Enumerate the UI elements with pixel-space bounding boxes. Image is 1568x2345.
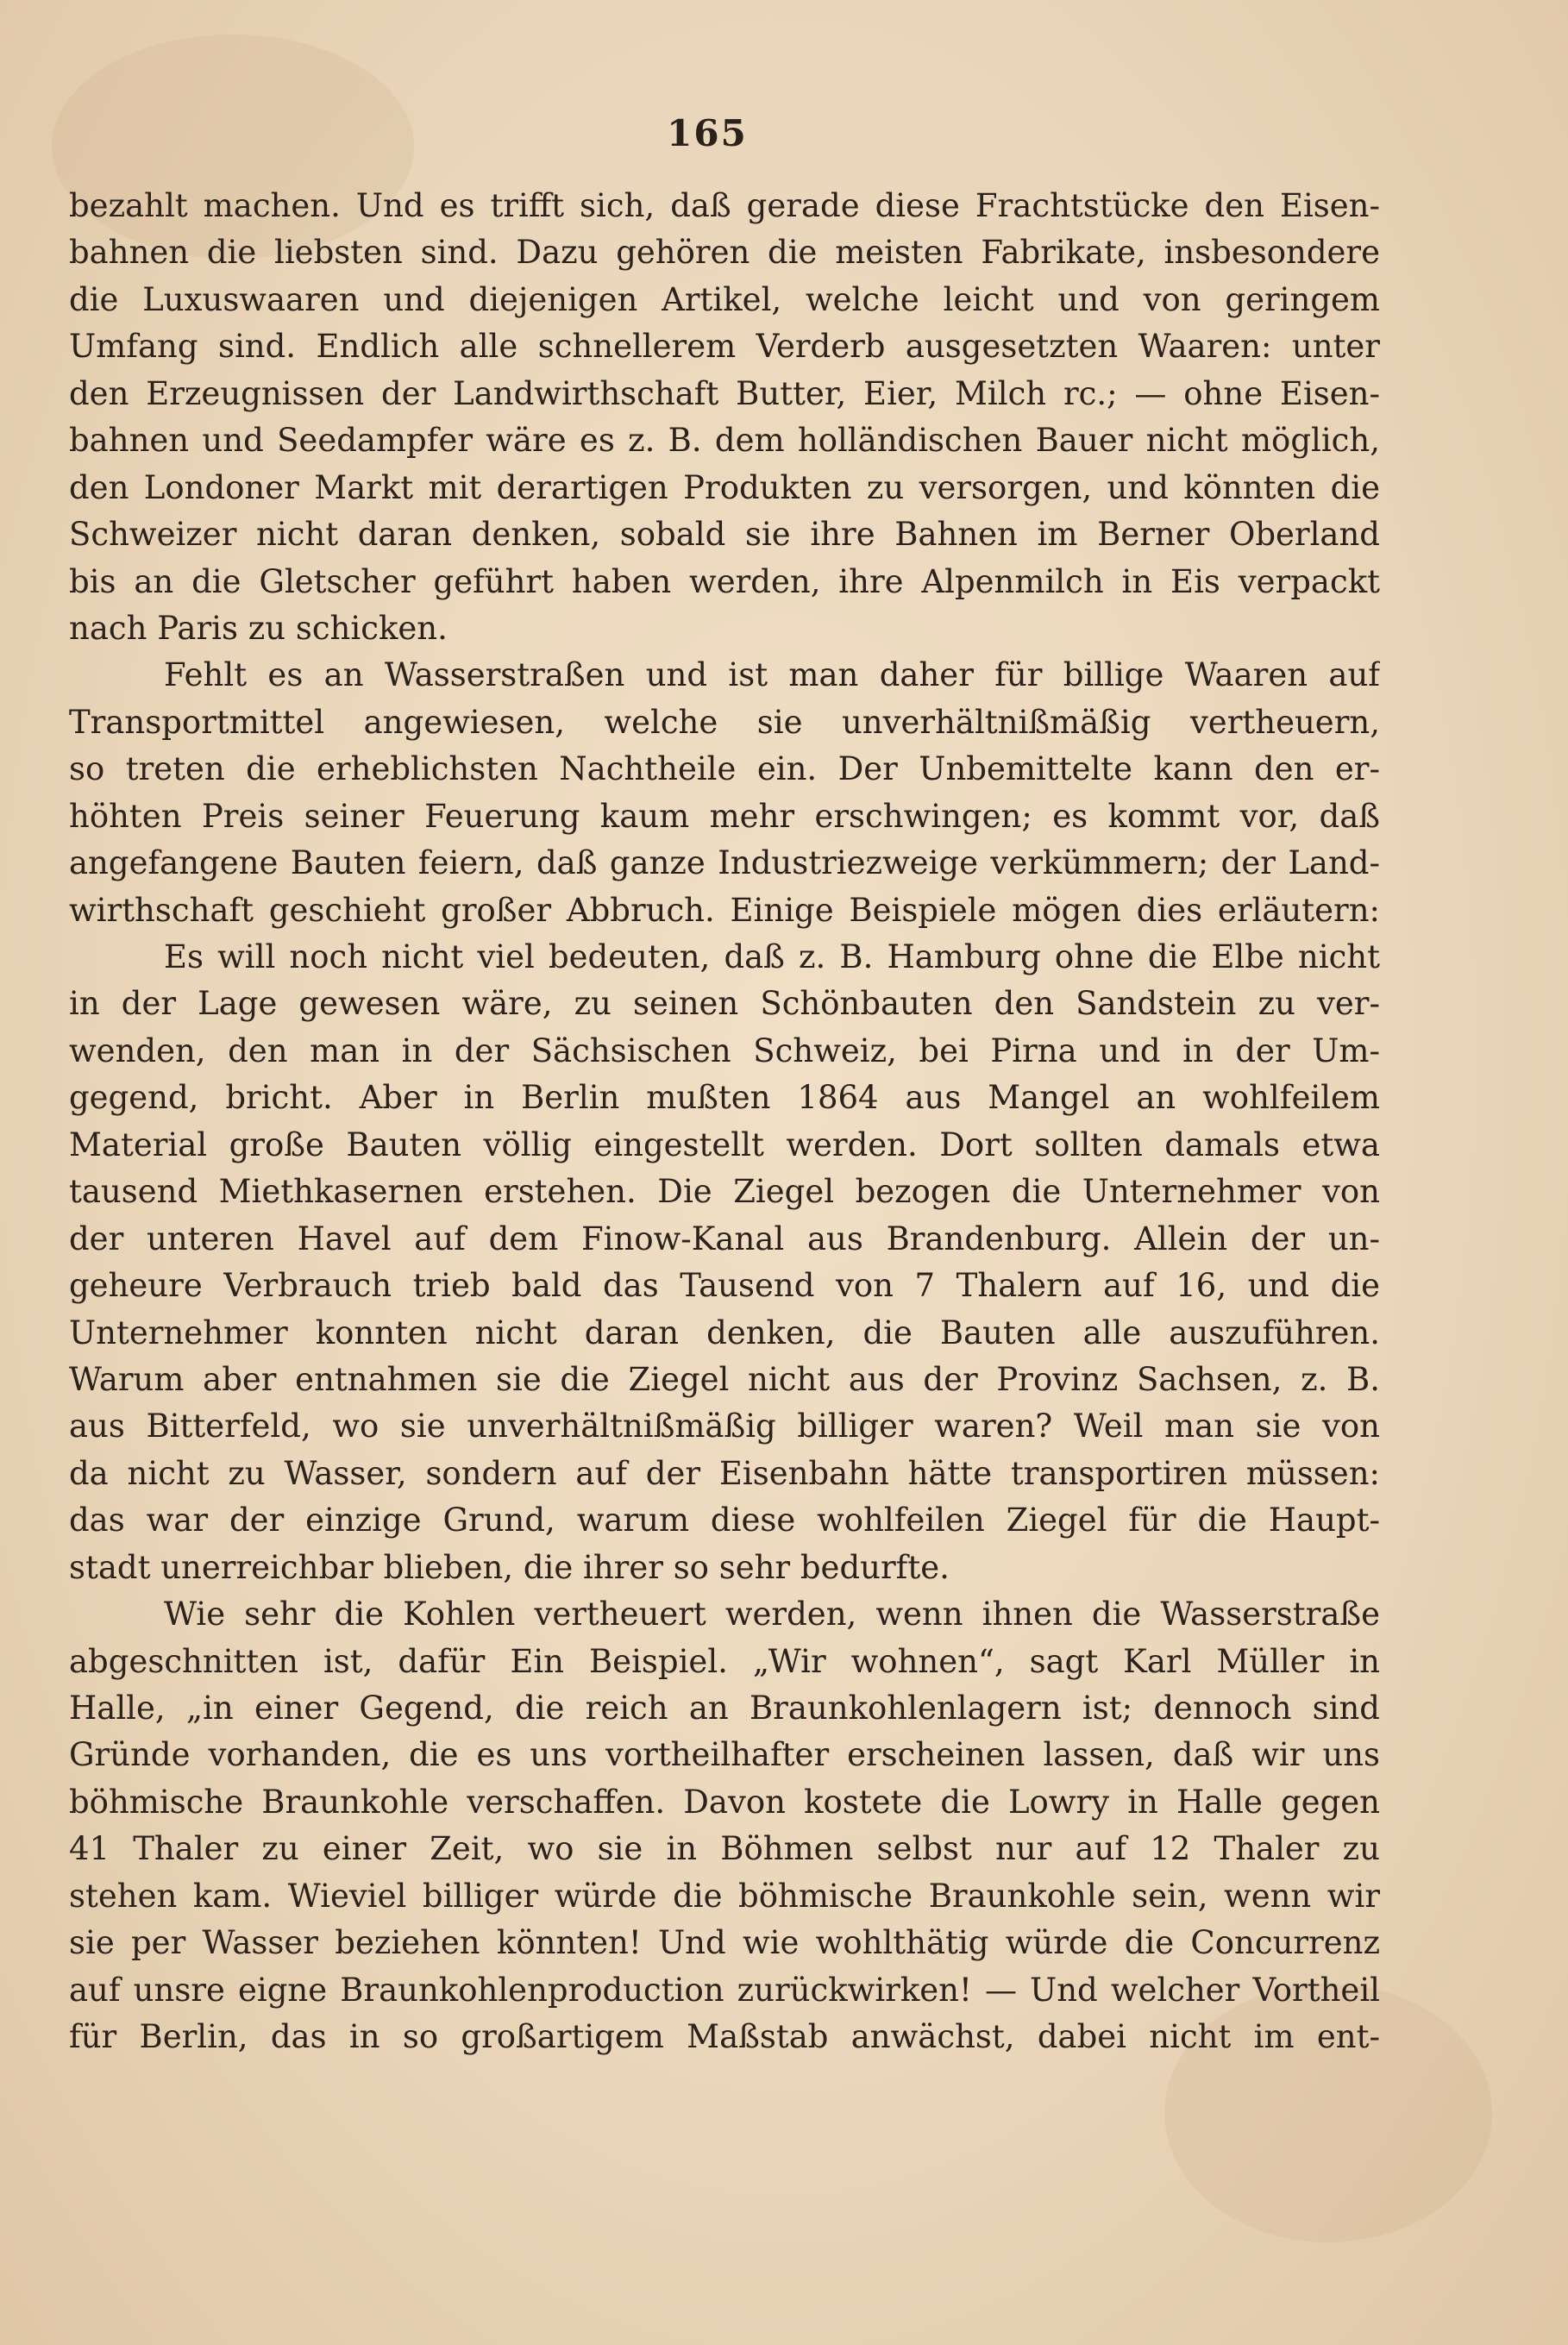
text-line: Material große Bauten völlig eingestellt werden. Dort sollten damals etwa [69,1125,1380,1163]
text-line: Halle, „in einer Gegend, die reich an Braunkohlenlagern ist; dennoch sind [69,1690,1380,1727]
text-line: böhmische Braunkohle verschaffen. Davon kostete die Lowry in Halle gegen [69,1783,1380,1821]
paragraph-start-line: Fehlt es an Wasserstraßen und ist man daher für billige Waaren auf [164,656,1380,694]
text-line: stehen kam. Wieviel billiger würde die böhmische Braunkohle sein, wenn wir [69,1877,1380,1915]
page-number: 165 [667,112,748,154]
text-line: die Luxuswaaren und diejenigen Artikel, welche leicht und von geringem [69,280,1380,318]
text-line: Gründe vorhanden, die es uns vortheilhafter erscheinen lassen, daß wir uns [69,1736,1380,1774]
text-line: den Erzeugnissen der Landwirthschaft Butter, Eier, Milch rc.; — ohne Eisen- [69,374,1380,412]
text-line: sie per Wasser beziehen könnten! Und wie wohlthätig würde die Concurrenz [69,1924,1380,1962]
text-line: den Londoner Markt mit derartigen Produkten zu versorgen, und könnten die [69,468,1380,506]
text-line: der unteren Havel auf dem Finow-Kanal aus Brandenburg. Allein der un- [69,1220,1380,1257]
text-line: Schweizer nicht daran denken, sobald sie ihre Bahnen im Berner Oberland [69,516,1380,554]
text-line: wirthschaft geschieht großer Abbruch. Einige Beispiele mögen dies erläutern: [69,891,1380,929]
text-line: so treten die erheblichsten Nachtheile ein. Der Unbemittelte kann den er- [69,750,1380,788]
text-line: bis an die Gletscher geführt haben werden, ihre Alpenmilch in Eis verpackt [69,562,1380,600]
text-line: Transportmittel angewiesen, welche sie unverhältnißmäßig vertheuern, [69,703,1380,741]
text-line: gegend, bricht. Aber in Berlin mußten 1864 aus Mangel an wohlfeilem [69,1079,1380,1117]
text-line: auf unsre eigne Braunkohlenproduction zurückwirken! — Und welcher Vortheil [69,1971,1380,2009]
text-line: stadt unerreichbar blieben, die ihrer so sehr bedurfte. [69,1548,950,1586]
paragraph-start-line: Es will noch nicht viel bedeuten, daß z. B. Hamburg ohne die Elbe nicht [164,938,1380,975]
text-line: für Berlin, das in so großartigem Maßstab anwächst, dabei nicht im ent- [69,2018,1380,2056]
text-line: 41 Thaler zu einer Zeit, wo sie in Böhmen selbst nur auf 12 Thaler zu [69,1830,1380,1868]
text-line: angefangene Bauten feiern, daß ganze Industriezweige verkümmern; der Land- [69,844,1380,882]
text-line: Unternehmer konnten nicht daran denken, die Bauten alle auszuführen. [69,1314,1380,1351]
text-line: das war der einzige Grund, warum diese wohlfeilen Ziegel für die Haupt- [69,1502,1380,1539]
text-line: tausend Miethkasernen erstehen. Die Ziegel bezogen die Unternehmer von [69,1173,1380,1211]
text-line: bahnen und Seedampfer wäre es z. B. dem holländischen Bauer nicht möglich, [69,422,1380,460]
paragraph-start-line: Wie sehr die Kohlen vertheuert werden, wenn ihnen die Wasserstraße [164,1596,1380,1633]
text-line: wenden, den man in der Sächsischen Schweiz, bei Pirna und in der Um- [69,1031,1380,1069]
text-line: Umfang sind. Endlich alle schnellerem Verderb ausgesetzten Waaren: unter [69,328,1380,366]
text-line: Warum aber entnahmen sie die Ziegel nicht aus der Provinz Sachsen, z. B. [69,1360,1380,1398]
text-line: geheure Verbrauch trieb bald das Tausend von 7 Thalern auf 16, und die [69,1267,1380,1305]
text-line: nach Paris zu schicken. [69,609,448,647]
body-text [69,183,1380,2061]
text-line: höhten Preis seiner Feuerung kaum mehr erschwingen; es kommt vor, daß [69,797,1380,835]
text-line: bahnen die liebsten sind. Dazu gehören die meisten Fabrikate, insbesondere [69,234,1380,272]
text-line: in der Lage gewesen wäre, zu seinen Schönbauten den Sandstein zu ver- [69,985,1380,1023]
text-line: da nicht zu Wasser, sondern auf der Eisenbahn hätte transportiren müssen: [69,1454,1380,1492]
text-line: abgeschnitten ist, dafür Ein Beispiel. „Wir wohnen“, sagt Karl Müller in [69,1642,1380,1680]
text-line: aus Bitterfeld, wo sie unverhältnißmäßig billiger waren? Weil man sie von [69,1408,1380,1445]
text-line: bezahlt machen. Und es trifft sich, daß gerade diese Frachtstücke den Eisen- [69,187,1380,224]
